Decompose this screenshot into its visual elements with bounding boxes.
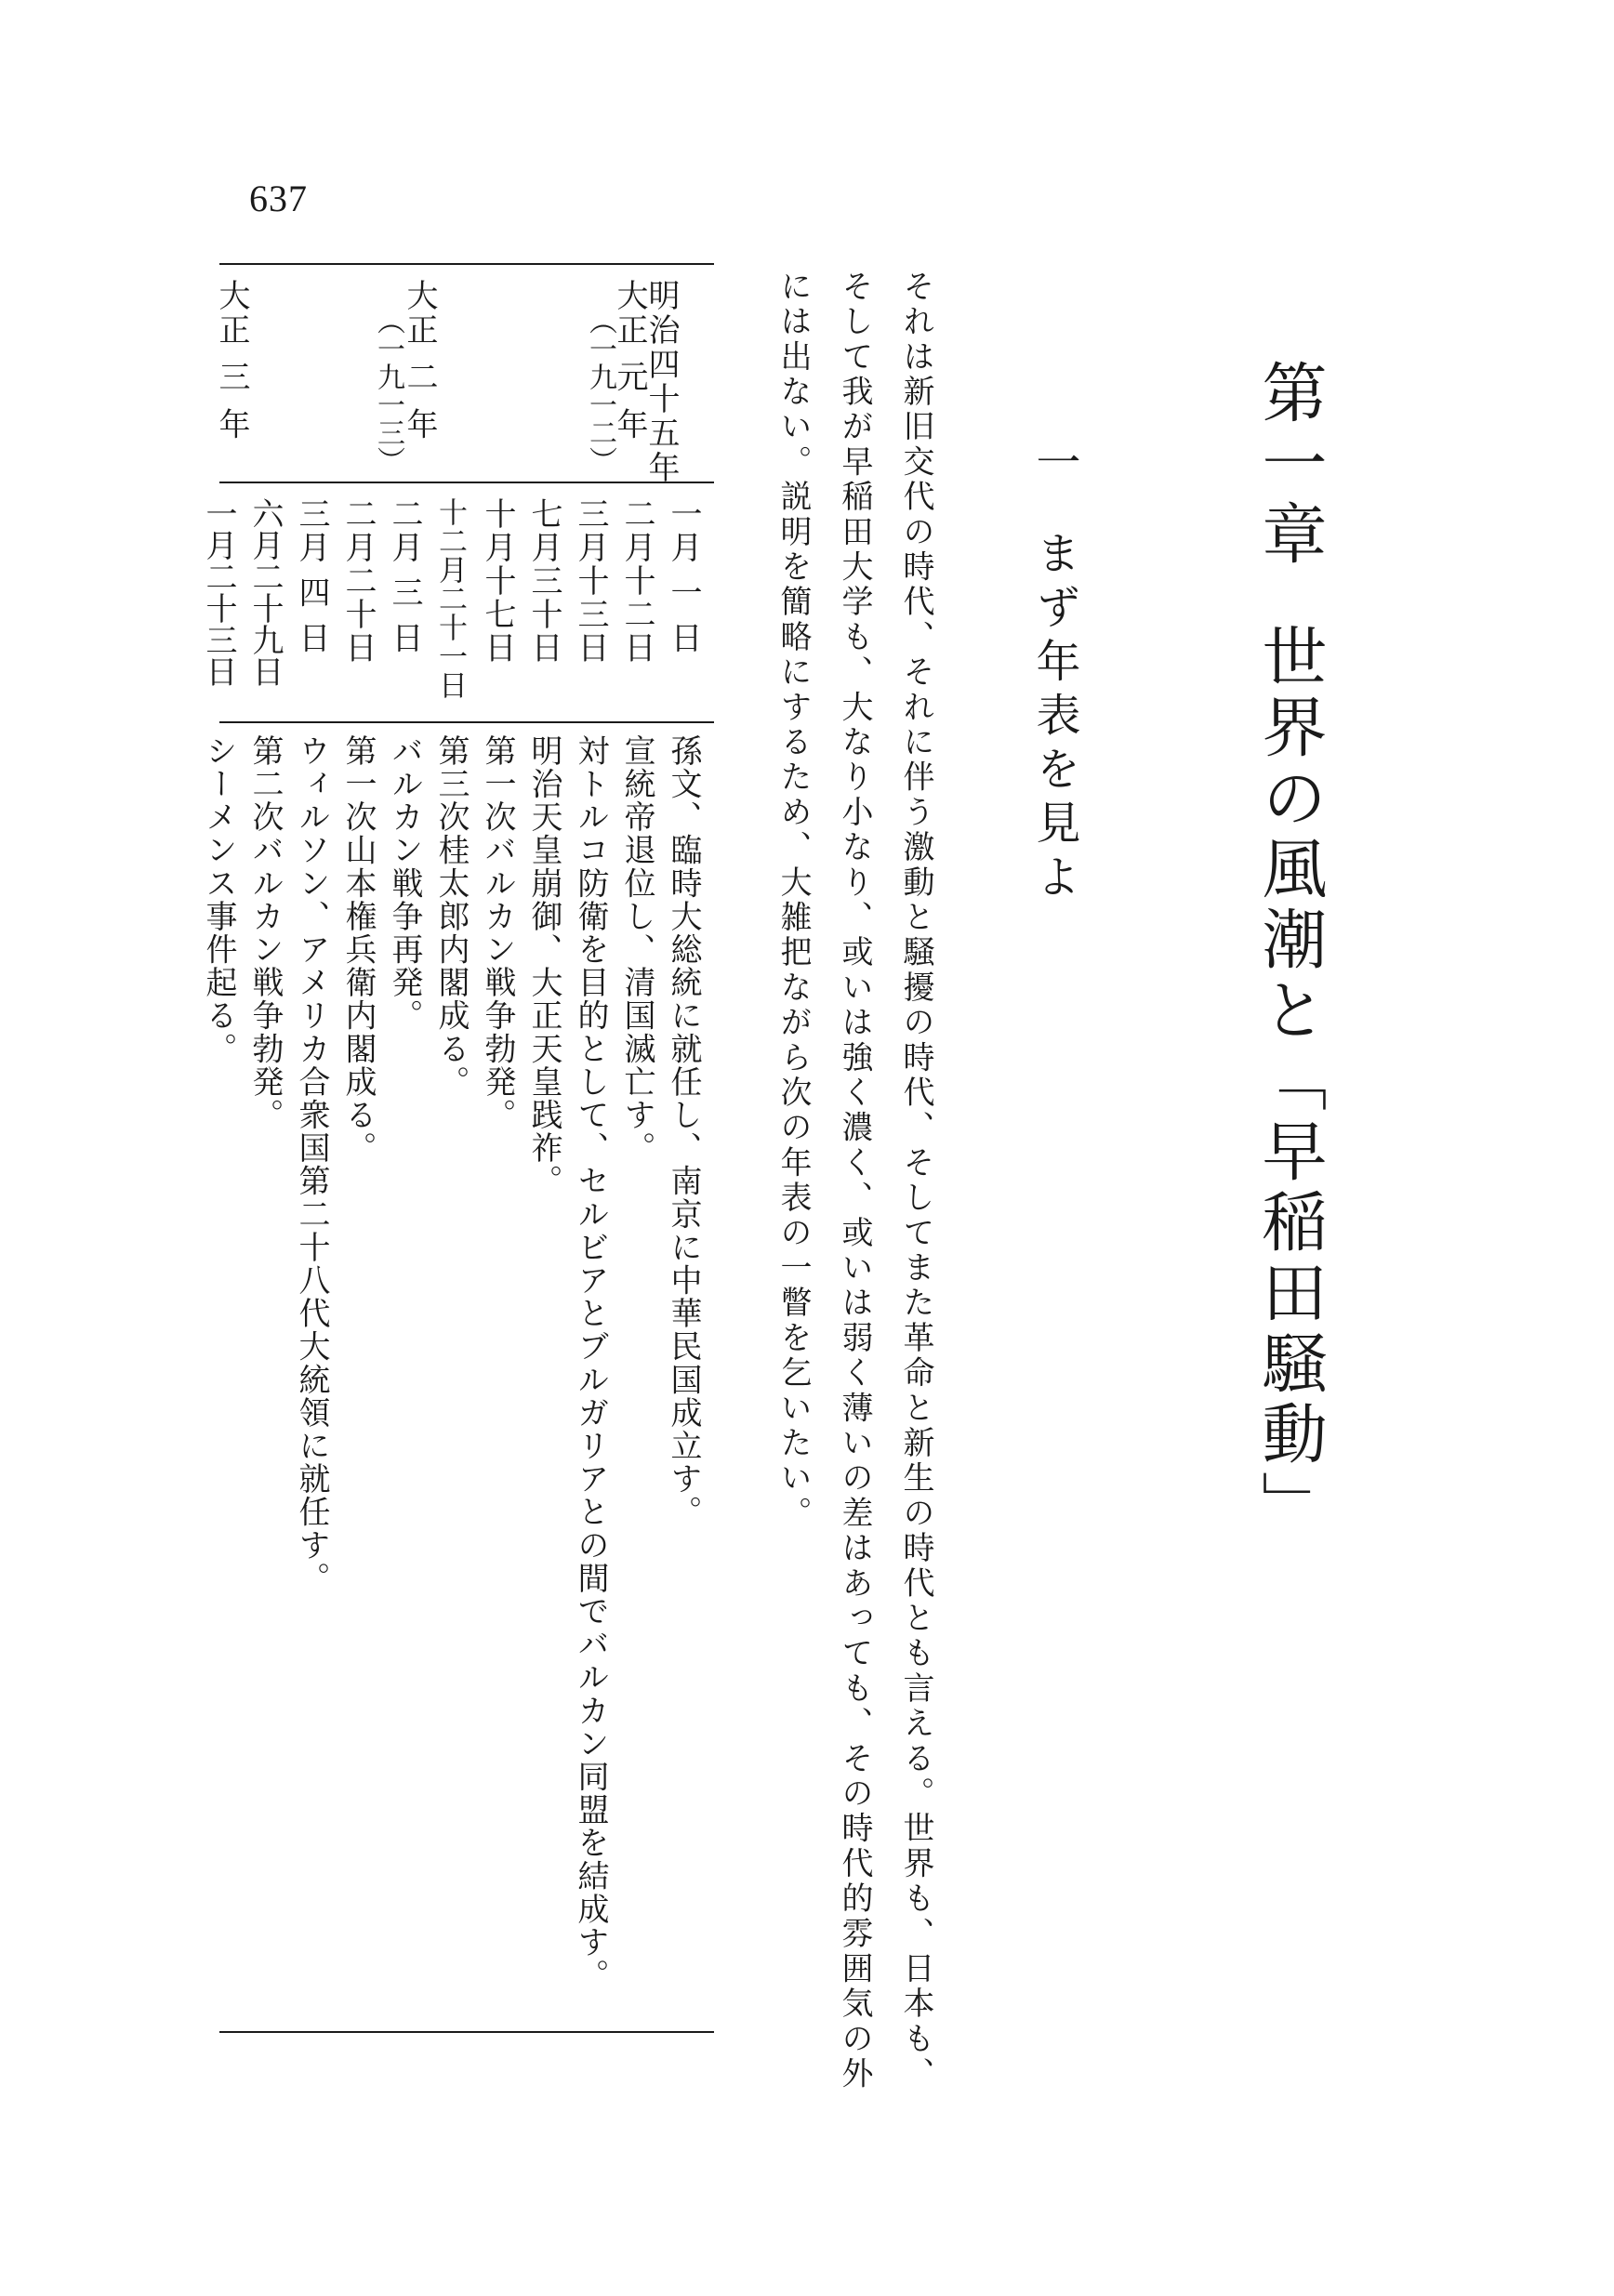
timeline-date: 七月三十日 bbox=[525, 497, 562, 665]
body-paragraph bbox=[762, 270, 946, 2091]
timeline-date: 一月二十三日 bbox=[200, 497, 237, 687]
timeline-event: 第一次山本権兵衛内閣成る。 bbox=[339, 734, 377, 1165]
section-title bbox=[1028, 439, 1080, 907]
chapter-number: 第一章 bbox=[1251, 359, 1328, 571]
timeline-event: 宣統帝退位し、清国滅亡す。 bbox=[618, 734, 655, 1165]
section-number: 一 bbox=[1028, 439, 1080, 493]
timeline-date: 二月十二日 bbox=[618, 497, 655, 665]
timeline-event: バルカン戦争再発。 bbox=[386, 734, 423, 1033]
timeline-era: 明治四十五年 bbox=[642, 279, 680, 485]
body-line: そして我が早稲田大学も、大なり小なり、或いは強く濃く、或いは弱く薄いの差はあっても、その時代的雰囲気の外 bbox=[836, 270, 873, 2092]
timeline-date: 二月二十日 bbox=[339, 497, 377, 665]
timeline-date: 一月 一 日 bbox=[665, 497, 702, 655]
chapter-title-text: 世界の風潮と「早稲田騒動」 bbox=[1251, 623, 1328, 1541]
timeline-era-taisho-3: 大正 三 年 bbox=[213, 279, 250, 442]
timeline-event: 孫文、臨時大総統に就任し、南京に中華民国成立す。 bbox=[665, 734, 702, 1529]
timeline-era-taisho-1: 大正 元 年 bbox=[611, 279, 648, 442]
timeline-event: ウィルソン、アメリカ合衆国第二十八代大統領に就任す。 bbox=[293, 734, 330, 1595]
timeline-era-western: （一九一三） bbox=[372, 307, 404, 474]
body-line: には出ない。説明を簡略にするため、大雑把ながら次の年表の一瞥を乞いたい。 bbox=[774, 270, 812, 1532]
timeline-event: 第二次バルカン戦争勃発。 bbox=[246, 734, 284, 1132]
timeline-era-taisho-2: 大正 二 年 bbox=[401, 279, 438, 442]
section-title-text: まず年表を見よ bbox=[1028, 530, 1080, 907]
timeline-event: 第三次桂太郎内閣成る。 bbox=[432, 734, 470, 1099]
timeline-date: 三月十三日 bbox=[572, 497, 609, 665]
timeline-event: 対トルコ防衛を目的として、セルビアとブルガリアとの間でバルカン同盟を結成す。 bbox=[572, 734, 609, 1992]
timeline-event: 明治天皇崩御、大正天皇践祚。 bbox=[525, 734, 562, 1198]
timeline-event: シーメンス事件起る。 bbox=[200, 734, 237, 1065]
page-number: 637 bbox=[249, 178, 308, 219]
timeline-top-rule bbox=[219, 263, 714, 265]
timeline-era-western: （一九一二） bbox=[584, 307, 616, 474]
timeline-era-divider bbox=[219, 482, 714, 483]
chapter-title bbox=[1251, 359, 1328, 1541]
timeline-date: 二月 三 日 bbox=[386, 497, 423, 655]
timeline-date: 三月 四 日 bbox=[293, 497, 330, 655]
timeline-date: 十二月二十一日 bbox=[433, 497, 467, 699]
body-line: それは新旧交代の時代、それに伴う激動と騒擾の時代、そしてまた革命と新生の時代とも言える。世界も、日本も、 bbox=[897, 270, 934, 2092]
timeline-date: 六月二十九日 bbox=[246, 497, 284, 687]
timeline-bottom-rule bbox=[219, 2031, 714, 2033]
timeline-date-divider bbox=[219, 721, 714, 723]
timeline-date: 十月十七日 bbox=[479, 497, 516, 665]
timeline-event: 第一次バルカン戦争勃発。 bbox=[479, 734, 516, 1132]
